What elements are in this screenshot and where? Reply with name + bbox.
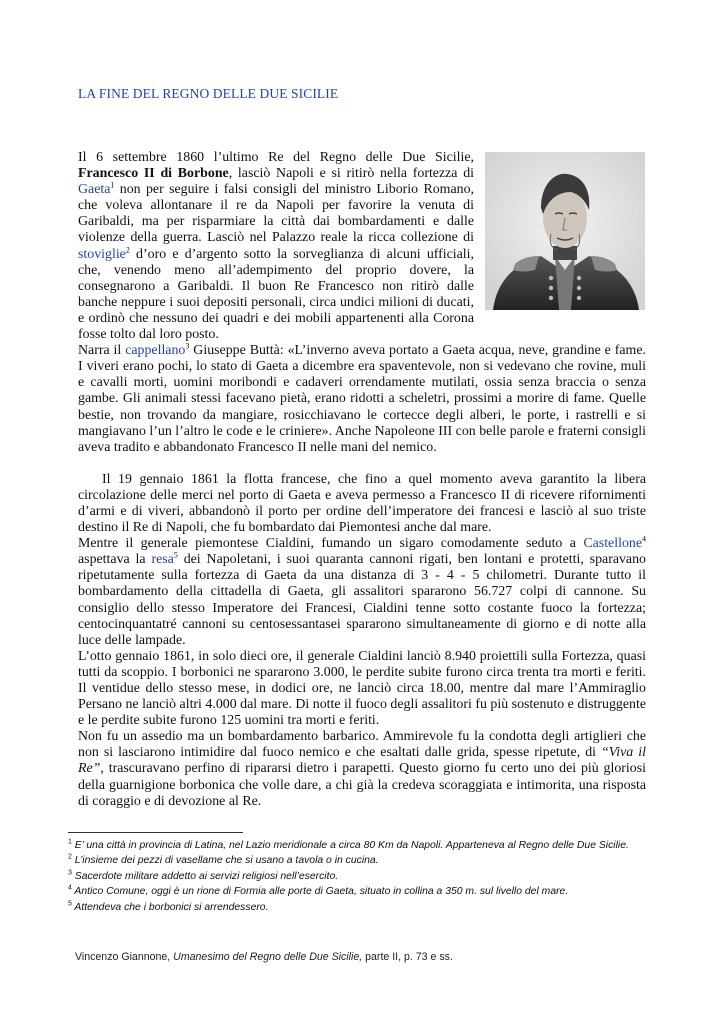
resa-link[interactable]: resa (151, 552, 174, 568)
footnote-ref-2[interactable]: 2 (125, 244, 130, 254)
footnote-ref-3[interactable]: 3 (185, 341, 190, 351)
footnote-ref-1[interactable]: 1 (110, 180, 115, 190)
paragraph-6: Non fu un assedio ma un bombardamento barbarico. Ammirevole fu la condotta degli artiglieri che non si lasciarono intimidire dal fuoco nemico e che esaltati dalle grida, spesse ripetute, di “Viva il Re”, trascuravano perfino di ripararsi dietro i parapetti. Questo giorno fu certo uno dei più gloriosi della guarnigione borbonica che volle dare, a chi già la credeva scoraggiata e intimorita, una risposta di coraggio e di devozione al Re. (78, 729, 646, 809)
cappellano-link[interactable]: cappellano (125, 343, 186, 359)
source-citation: Vincenzo Giannone, Umanesimo del Regno delle Due Sicilie, parte II, p. 73 e ss. (75, 951, 453, 963)
gaeta-link[interactable]: Gaeta (78, 182, 111, 198)
page-title: LA FINE DEL REGNO DELLE DUE SICILIE (78, 86, 339, 101)
footnote-divider (68, 832, 243, 833)
footnote-4: $^4$ Antico Comune, oggi è un rione di Formia alle porte di Gaeta, situato in collina a 350 m. sul livello del mare. (68, 884, 569, 898)
castellone-link[interactable]: Castellone (583, 536, 642, 552)
article-body (78, 150, 646, 810)
footnote-3: $^3$ Sacerdote militare addetto ai servizi religiosi nell’esercito. (68, 869, 339, 882)
paragraph-2: Narra il cappellano$^3$ Giuseppe Buttà: «L’inverno aveva portato a Gaeta acqua, neve, grandine e fame. I viveri erano pochi, lo stato di Gaeta a dicembre era spaventevole, non si vedevano che rovine, muli e cavalli morti, uomini moribondi e cadaveri orrendamente mutilati, ossia senza braccia o senza gambe. Gli animali stessi facevano pietà, erano ridotti a scheletri, prossimi a morire di fame. Quelle bestie, non trovando da mangiare, rosicchiavano le cortecce degli alberi, le porte, i rastrelli e si mangiavano l’un l’altro le code e le criniere». Anche Napoleone III con belle parole e fraterni consigli aveva tradito e abbandonato Francesco II nelle mani del nemico. (78, 341, 646, 455)
paragraph-4: Mentre il generale piemontese Cialdini, fumando un sigaro comodamente seduto a Castellone$^4$ aspettava la resa$^5$ dei Napoletani, i suoi quaranta cannoni rigati, ben lontani e protetti, sparavano ripetutamente sulla fortezza di Gaeta da una distanza di 3 - 4 - 5 chilometri. Durante tutto il bombardamento della cittadella di Gaeta, gli assalitori spararono 56.727 colpi di cannone. Su consiglio dello stesso Imperatore dei Francesi, Cialdini tenne sotto costante fuoco la fortezza; centocinquantatré cannoni su centosessantasei spararono simultaneamente di giorno e di notte alla luce delle lampade. (78, 534, 646, 648)
paragraph-5: L’otto gennaio 1861, in solo dieci ore, il generale Cialdini lanciò 8.940 proiettili sulla Fortezza, quasi tutti da scoppio. I borbonici ne spararono 3.000, le perdite subite furono circa trenta tra morti e feriti. Il ventidue dello stesso mese, in dodici ore, ne lanciò circa 18.00, mentre dal mare l’Ammiraglio Persano ne lanciò altri 4.000 dal mare. Di notte il fuoco degli assalitori fu più sostenuto e distruggente e le perdite subite furono 125 uomini tra morti e feriti. (78, 648, 646, 729)
footnote-ref-5[interactable]: 5 (173, 550, 178, 560)
paragraph-1: Il 6 settembre 1860 l’ultimo Re del Regno delle Due Sicilie, Francesco II di Borbone, lasciò Napoli e si ritirò nella fortezza di Gaeta$^1$ non per seguire i falsi consigli del ministro Liborio Romano, che voleva allontanare il re da Napoli per favorire la venuta di Garibaldi, ma per risparmiare la città dai bombardamenti e dalle violenze della guerra. Lasciò nel Palazzo reale la ricca collezione di stoviglie$^2$ d’oro e d’argento sotto la sorveglianza di alcuni ufficiali, che, venendo meno all’adempimento del proprio dovere, la consegnarono a Garibaldi. Il buon Re Francesco non ritirò dalle banche neppure i suoi depositi personali, circa undici milioni di ducati, e ordinò che nessuno dei quadri e dei mobili appartenenti alla Corona fosse tolto dal loro posto. (78, 150, 475, 343)
footnote-ref-4[interactable]: 4 (642, 534, 646, 544)
stoviglie-link[interactable]: stoviglie (78, 246, 126, 262)
paragraph-gap (78, 456, 646, 472)
footnote-2: $^2$ L’insieme dei pezzi di vasellame che si usano a tavola o in cucina. (68, 853, 379, 867)
footnote-5: $^5$ Attendeva che i borbonici si arrendessero. (68, 900, 269, 913)
footnotes (68, 838, 658, 915)
footnote-1: $^1$ E’ una città in provincia di Latina, nel Lazio meridionale a circa 80 Km da Napoli. Apparteneva al Regno delle Due Sicilie. (68, 838, 629, 851)
paragraph-3: Il 19 gennaio 1861 la flotta francese, che fino a quel momento aveva garantito la libera circolazione delle merci nel porto di Gaeta e aveva permesso a Francesco II di ricevere rifornimenti d’armi e di viveri, abbandonò il porto per ordine dell’imperatore dei francesi e lasciò al suo triste destino il Re di Napoli, che fu bombardato dai Piemontesi anche dal mare. (78, 471, 646, 536)
